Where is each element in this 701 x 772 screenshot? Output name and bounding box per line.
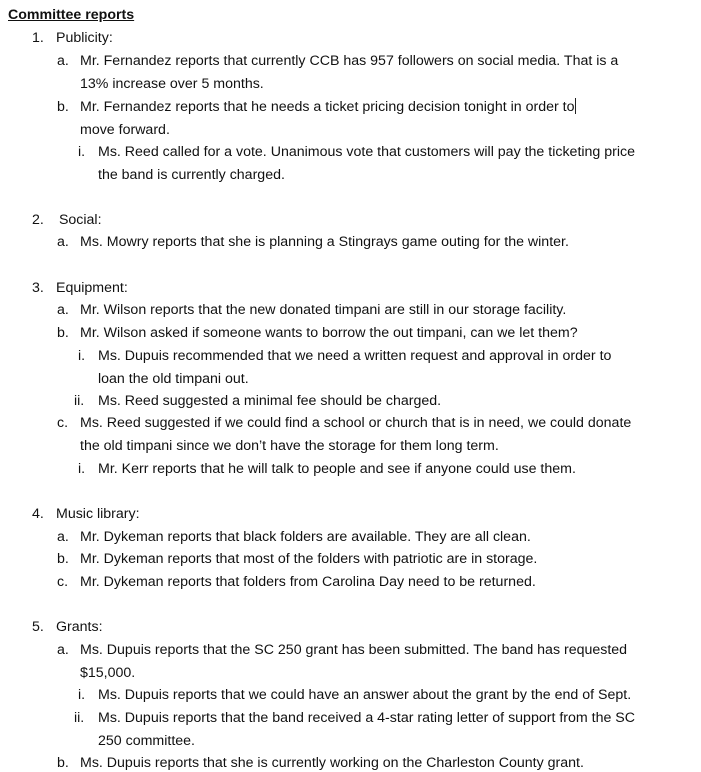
item-marker: i. — [78, 348, 86, 364]
item-text: Ms. Reed suggested a minimal fee should be charged. — [98, 393, 442, 409]
item-text-continued: the old timpani since we don’t have the storage for them long term. — [80, 438, 499, 454]
item-text: Ms. Dupuis reports that the band received a 4-star rating letter of support from the SC — [98, 710, 636, 726]
item-text: Ms. Mowry reports that she is planning a Stingrays game outing for the winter. — [80, 234, 569, 250]
item-text: Mr. Fernandez reports that currently CCB has 957 followers on social media. That is a — [80, 53, 619, 69]
section-heading: Music library: — [56, 506, 140, 522]
item-text: Mr. Dykeman reports that most of the folders with patriotic are in storage. — [80, 551, 538, 567]
item-marker: b. — [57, 99, 69, 115]
item-text: Mr. Fernandez reports that he needs a ticket pricing decision tonight in order to — [80, 99, 575, 115]
section-number: 2. — [32, 212, 44, 228]
item-text: Ms. Dupuis recommended that we need a written request and approval in order to — [98, 348, 612, 364]
section-number: 1. — [32, 30, 44, 46]
item-marker: ii. — [74, 710, 85, 726]
item-marker: c. — [57, 415, 69, 431]
section-heading: Social: — [55, 212, 102, 228]
item-text: Mr. Wilson asked if someone wants to borrow the out timpani, can we let them? — [80, 325, 578, 341]
section-heading: Publicity: — [56, 30, 113, 46]
item-text: Mr. Dykeman reports that folders from Carolina Day need to be returned. — [80, 574, 536, 590]
item-text: Mr. Dykeman reports that black folders are available. They are all clean. — [80, 529, 531, 545]
section-number: 3. — [32, 280, 44, 296]
item-marker: i. — [78, 144, 86, 160]
item-text: Ms. Dupuis reports that the SC 250 grant has been submitted. The band has requested — [80, 642, 628, 658]
item-marker: a. — [57, 529, 69, 545]
item-text: Mr. Kerr reports that he will talk to people and see if anyone could use them. — [98, 461, 576, 477]
item-marker: i. — [78, 687, 86, 703]
item-marker: b. — [57, 325, 69, 341]
item-text: Ms. Reed called for a vote. Unanimous vote that customers will pay the ticketing price — [98, 144, 636, 160]
item-text: Mr. Wilson reports that the new donated timpani are still in our storage facility. — [80, 302, 567, 318]
item-text-continued: 13% increase over 5 months. — [80, 76, 264, 92]
item-marker: a. — [57, 53, 69, 69]
item-marker: a. — [57, 642, 69, 658]
item-marker: b. — [57, 551, 69, 567]
item-text: Ms. Dupuis reports that she is currently working on the Charleston County grant. — [80, 755, 584, 771]
item-text-continued: 250 committee. — [98, 733, 195, 749]
item-text: Ms. Dupuis reports that we could have an answer about the grant by the end of Sept. — [98, 687, 632, 703]
text-cursor — [575, 98, 576, 114]
item-text-continued: loan the old timpani out. — [98, 371, 249, 387]
section-heading: Grants: — [56, 619, 103, 635]
document-title: Committee reports — [8, 7, 135, 23]
item-marker: b. — [57, 755, 69, 771]
section-heading: Equipment: — [56, 280, 128, 296]
item-marker: a. — [57, 234, 69, 250]
item-marker: a. — [57, 302, 69, 318]
section-number: 5. — [32, 619, 44, 635]
item-marker: i. — [78, 461, 86, 477]
section-number: 4. — [32, 506, 44, 522]
item-text-continued: move forward. — [80, 122, 170, 138]
item-text: Ms. Reed suggested if we could find a school or church that is in need, we could donate — [80, 415, 632, 431]
item-text-continued: the band is currently charged. — [98, 167, 285, 183]
item-text-continued: $15,000. — [80, 665, 136, 681]
item-marker: ii. — [74, 393, 85, 409]
item-marker: c. — [57, 574, 69, 590]
